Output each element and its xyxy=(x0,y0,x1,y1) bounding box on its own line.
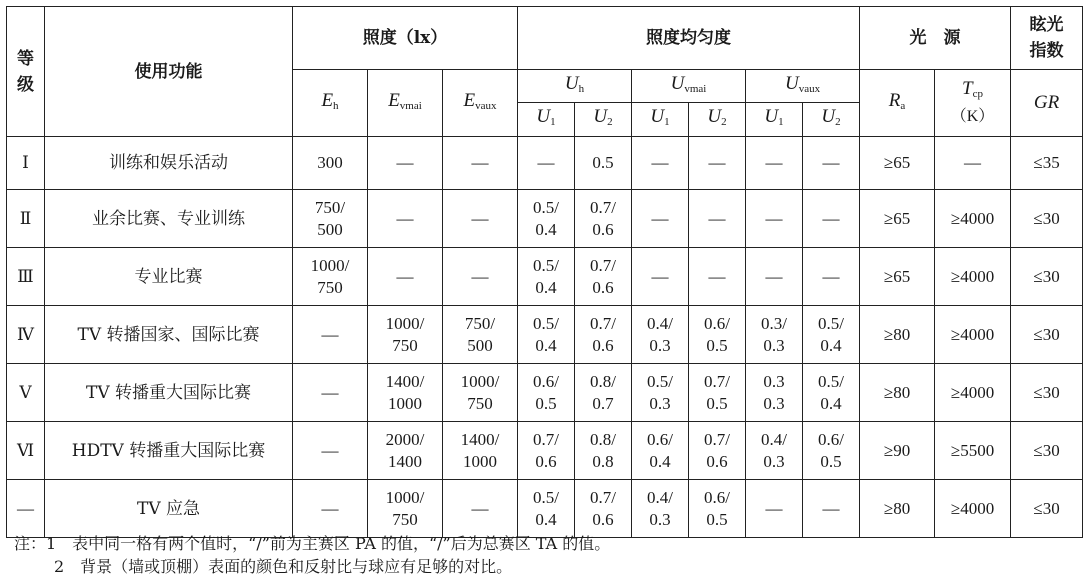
table-cell: — xyxy=(803,248,860,306)
table-cell: 0.5/ 0.4 xyxy=(803,306,860,364)
table-cell: ≤30 xyxy=(1011,422,1083,480)
table-cell: 0.6/ 0.5 xyxy=(689,306,746,364)
table-cell: ≥4000 xyxy=(935,190,1011,248)
table-row xyxy=(7,248,1083,306)
table-cell: — xyxy=(689,137,746,190)
table-cell: — xyxy=(293,364,368,422)
table-cell: 0.6/ 0.5 xyxy=(803,422,860,480)
header-evaux: $E_{vaux}$ xyxy=(443,70,518,137)
header-uniformity: 照度均匀度 xyxy=(518,7,860,70)
table-row xyxy=(7,137,1083,190)
header-uvaux: $U_{vaux}$ xyxy=(746,70,860,103)
header-uvmai-u1: $U_1$ xyxy=(632,103,689,137)
row-function: TV 转播国家、国际比赛 xyxy=(45,306,293,364)
table-cell: 0.5/ 0.3 xyxy=(632,364,689,422)
table-body xyxy=(7,137,1083,538)
table-cell: 1400/ 1000 xyxy=(368,364,443,422)
table-cell: 0.7/ 0.5 xyxy=(689,364,746,422)
table-cell: 0.5/ 0.4 xyxy=(518,306,575,364)
table-cell: ≥4000 xyxy=(935,306,1011,364)
table-cell: 0.7/ 0.6 xyxy=(575,306,632,364)
header-eh: $E_h$ xyxy=(293,70,368,137)
table-cell: 0.5 xyxy=(575,137,632,190)
table-cell: 0.7/ 0.6 xyxy=(575,190,632,248)
header-light-source: 光 源 xyxy=(860,7,1011,70)
table-cell: ≥80 xyxy=(860,480,935,538)
table-cell: — xyxy=(803,190,860,248)
table-cell: — xyxy=(689,248,746,306)
table-cell: — xyxy=(632,190,689,248)
table-cell: — xyxy=(293,422,368,480)
note-2: 2 背景（墙或顶棚）表面的颜色和反射比与球应有足够的对比。 xyxy=(54,557,513,576)
table-cell: 0.7/ 0.6 xyxy=(575,480,632,538)
table-cell: 1000/ 750 xyxy=(293,248,368,306)
table-cell: ≤30 xyxy=(1011,248,1083,306)
table-cell: — xyxy=(293,480,368,538)
row-grade: Ⅳ xyxy=(7,306,45,364)
header-function: 使用功能 xyxy=(45,7,293,137)
table-cell: — xyxy=(368,137,443,190)
table-cell: ≥65 xyxy=(860,137,935,190)
row-grade: Ⅱ xyxy=(7,190,45,248)
table-cell: ≥4000 xyxy=(935,248,1011,306)
header-grade: 等级 xyxy=(7,7,45,137)
header-evmai: $E_{vmai}$ xyxy=(368,70,443,137)
header-glare: 眩光指数 xyxy=(1011,7,1083,70)
row-grade: Ⅲ xyxy=(7,248,45,306)
table-cell: 300 xyxy=(293,137,368,190)
table-cell: — xyxy=(746,137,803,190)
table-cell: — xyxy=(632,248,689,306)
row-function: TV 应急 xyxy=(45,480,293,538)
table-cell: 0.6/ 0.5 xyxy=(518,364,575,422)
note-1: 注：1 表中同一格有两个值时，“/”前为主赛区 PA 的值，“/”后为总赛区 TA 的值。 xyxy=(14,534,611,553)
table-cell: ≥90 xyxy=(860,422,935,480)
table-cell: — xyxy=(935,137,1011,190)
table-cell: ≤30 xyxy=(1011,364,1083,422)
table-cell: ≤30 xyxy=(1011,480,1083,538)
table-cell: ≤30 xyxy=(1011,306,1083,364)
row-grade: — xyxy=(7,480,45,538)
table-cell: 0.3/ 0.3 xyxy=(746,306,803,364)
table-cell: — xyxy=(746,480,803,538)
table-cell: 0.5/ 0.4 xyxy=(518,480,575,538)
table-cell: — xyxy=(443,137,518,190)
table-cell: 750/ 500 xyxy=(293,190,368,248)
table-cell: 0.3 0.3 xyxy=(746,364,803,422)
table-cell: 2000/ 1400 xyxy=(368,422,443,480)
table-cell: 0.8/ 0.7 xyxy=(575,364,632,422)
table-cell: 750/ 500 xyxy=(443,306,518,364)
table-cell: ≥80 xyxy=(860,364,935,422)
table-cell: 0.4/ 0.3 xyxy=(632,306,689,364)
table-cell: — xyxy=(368,248,443,306)
table-cell: ≥65 xyxy=(860,248,935,306)
table-cell: — xyxy=(443,248,518,306)
table-cell: ≥65 xyxy=(860,190,935,248)
table-cell: ≥80 xyxy=(860,306,935,364)
row-grade: Ⅵ xyxy=(7,422,45,480)
table-cell: 0.5/ 0.4 xyxy=(518,248,575,306)
table-cell: 0.7/ 0.6 xyxy=(575,248,632,306)
table-cell: 0.6/ 0.5 xyxy=(689,480,746,538)
table-cell: — xyxy=(746,190,803,248)
table-cell: — xyxy=(443,190,518,248)
table-cell: ≥5500 xyxy=(935,422,1011,480)
lighting-standards-table xyxy=(6,6,1083,538)
header-uh: $U_h$ xyxy=(518,70,632,103)
table-cell: — xyxy=(518,137,575,190)
table-cell: 0.4/ 0.3 xyxy=(632,480,689,538)
table-cell: ≤35 xyxy=(1011,137,1083,190)
table-row xyxy=(7,190,1083,248)
table-cell: ≥4000 xyxy=(935,364,1011,422)
table-cell: — xyxy=(293,306,368,364)
row-grade: Ⅰ xyxy=(7,137,45,190)
table-row xyxy=(7,480,1083,538)
row-function: HDTV 转播重大国际比赛 xyxy=(45,422,293,480)
table-cell: — xyxy=(803,480,860,538)
table-cell: 0.8/ 0.8 xyxy=(575,422,632,480)
table-cell: 0.4/ 0.3 xyxy=(746,422,803,480)
header-uvmai-u2: $U_2$ xyxy=(689,103,746,137)
table-cell: 0.7/ 0.6 xyxy=(518,422,575,480)
table-cell: — xyxy=(689,190,746,248)
table-cell: — xyxy=(368,190,443,248)
row-function: 训练和娱乐活动 xyxy=(45,137,293,190)
header-uvaux-u1: $U_1$ xyxy=(746,103,803,137)
table-notes xyxy=(14,532,610,578)
header-uh-u1: $U_1$ xyxy=(518,103,575,137)
row-function: 专业比赛 xyxy=(45,248,293,306)
table-cell: — xyxy=(632,137,689,190)
table-cell: ≤30 xyxy=(1011,190,1083,248)
table-cell: 1000/ 750 xyxy=(368,306,443,364)
table-cell: 1000/ 750 xyxy=(443,364,518,422)
table-cell: 1400/ 1000 xyxy=(443,422,518,480)
table-cell: — xyxy=(443,480,518,538)
header-uvaux-u2: $U_2$ xyxy=(803,103,860,137)
header-gr: GR xyxy=(1011,70,1083,137)
header-illuminance: 照度（lx） xyxy=(293,7,518,70)
table-row xyxy=(7,306,1083,364)
table-row xyxy=(7,422,1083,480)
header-ra: $R_a$ xyxy=(860,70,935,137)
row-function: 业余比赛、专业训练 xyxy=(45,190,293,248)
header-tcp: $T_{cp}$ （K） xyxy=(935,70,1011,137)
row-grade: Ⅴ xyxy=(7,364,45,422)
table-cell: 0.6/ 0.4 xyxy=(632,422,689,480)
table-cell: — xyxy=(746,248,803,306)
standards-table-container xyxy=(6,6,1082,538)
table-cell: 0.5/ 0.4 xyxy=(803,364,860,422)
table-cell: — xyxy=(803,137,860,190)
table-cell: 0.7/ 0.6 xyxy=(689,422,746,480)
header-uh-u2: $U_2$ xyxy=(575,103,632,137)
table-cell: ≥4000 xyxy=(935,480,1011,538)
table-row xyxy=(7,364,1083,422)
table-cell: 0.5/ 0.4 xyxy=(518,190,575,248)
row-function: TV 转播重大国际比赛 xyxy=(45,364,293,422)
table-cell: 1000/ 750 xyxy=(368,480,443,538)
header-uvmai: $U_{vmai}$ xyxy=(632,70,746,103)
